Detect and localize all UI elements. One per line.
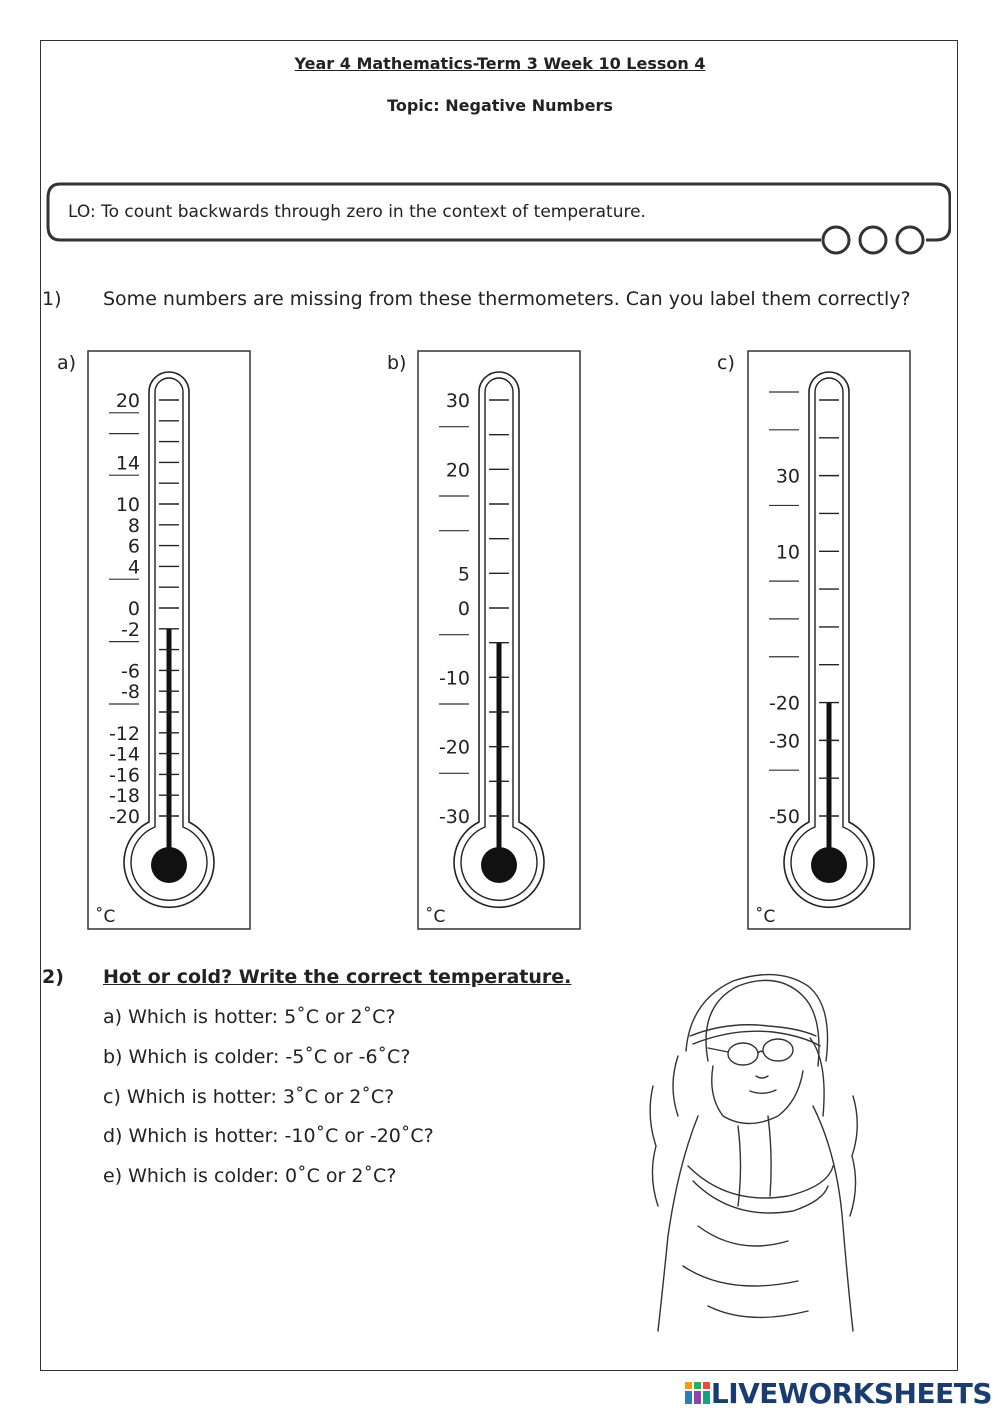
- thermometer-c-scale-label: -30: [768, 730, 800, 753]
- question-1-number: 1): [42, 288, 62, 310]
- liveworksheets-icon: [685, 1380, 711, 1406]
- question-2-item-c: c) Which is hotter: 3˚C or 2˚C?: [103, 1086, 395, 1108]
- thermometer-b-scale-label: 0: [457, 598, 470, 620]
- thermometer-a-scale-label: -20: [108, 806, 140, 828]
- question-2-item-d: d) Which is hotter: -10˚C or -20˚C?: [103, 1125, 434, 1147]
- thermometer-a-scale-label: -8: [121, 681, 140, 704]
- question-2-text: Hot or cold? Write the correct temperature.: [103, 966, 572, 988]
- thermometer-b-scale-label: 5: [457, 563, 470, 586]
- liveworksheets-logo: [685, 1376, 992, 1410]
- thermometer-c-scale-label: -50: [768, 806, 800, 828]
- question-1-text: Some numbers are missing from these thermometers. Can you label them correctly?: [103, 288, 911, 310]
- liveworksheets-text: LIVEWORKSHEETS: [710, 1376, 992, 1410]
- thermometer-a-bulb: [151, 847, 187, 883]
- question-2-item-e: e) Which is colder: 0˚C or 2˚C?: [103, 1165, 397, 1187]
- thermometer-a-scale-label: 14: [115, 452, 140, 475]
- thermometer-c-scale-label: 30: [775, 465, 800, 488]
- question-2-item-b: b) Which is colder: -5˚C or -6˚C?: [103, 1046, 411, 1068]
- question-2-item-a: a) Which is hotter: 5˚C or 2˚C?: [103, 1006, 396, 1028]
- thermometer-a-scale-label: 4: [127, 556, 140, 579]
- thermometer-b-unit: ˚C: [425, 907, 446, 927]
- thermometer-a-scale-label: -16: [108, 764, 140, 787]
- thermometer-a-scale-label: 8: [127, 514, 140, 537]
- lo-box: [46, 182, 951, 262]
- thermometer-c-label: c): [717, 352, 735, 374]
- thermometer-a-scale-label: -6: [121, 660, 140, 683]
- lo-text: LO: To count backwards through zero in the context of temperature.: [68, 202, 646, 222]
- cold-girl-illustration: [638, 966, 870, 1336]
- thermometer-a-scale-label: 0: [127, 598, 140, 620]
- thermometer-a-label: a): [57, 352, 77, 374]
- worksheet-title: Year 4 Mathematics-Term 3 Week 10 Lesson 4: [294, 54, 706, 73]
- thermometer-a-scale-label: -14: [108, 743, 140, 766]
- thermometer-b: [417, 350, 581, 930]
- thermometer-a-scale-label: -12: [108, 722, 140, 745]
- thermometer-c: [747, 350, 911, 930]
- thermometer-b-label: b): [387, 352, 407, 374]
- thermometer-b-scale-label: -20: [438, 736, 470, 759]
- thermometer-b-scale-label: -10: [438, 667, 470, 690]
- thermometer-a-scale-label: 20: [115, 390, 140, 412]
- thermometer-b-scale-label: -30: [438, 806, 470, 828]
- thermometer-a-scale-label: 6: [127, 535, 140, 558]
- thermometer-c-scale-label: 10: [775, 541, 800, 564]
- question-2-number: 2): [42, 966, 64, 988]
- thermometer-a-scale-label: -18: [108, 785, 140, 808]
- thermometer-c-scale-label: -20: [768, 692, 800, 715]
- thermometer-b-scale-label: 20: [445, 459, 470, 482]
- thermometer-a-scale-label: 10: [115, 494, 140, 516]
- question-2: [42, 966, 571, 988]
- thermometer-c-bulb: [811, 847, 847, 883]
- thermometer-c-unit: ˚C: [755, 907, 776, 927]
- thermometer-a: [87, 350, 251, 930]
- thermometer-a-unit: ˚C: [95, 907, 116, 927]
- worksheet-topic: Topic: Negative Numbers: [387, 96, 613, 115]
- question-1: [42, 288, 911, 310]
- thermometer-a-scale-label: -2: [121, 618, 140, 641]
- thermometer-b-bulb: [481, 847, 517, 883]
- thermometer-b-scale-label: 30: [445, 390, 470, 412]
